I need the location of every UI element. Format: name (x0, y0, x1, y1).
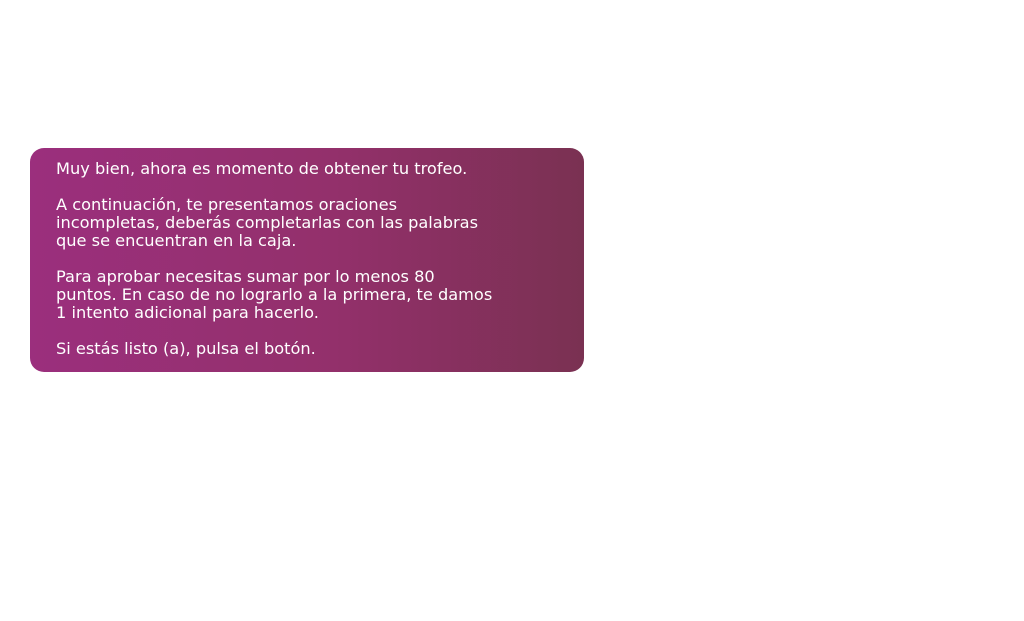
instructions-panel (30, 148, 584, 372)
passing-criteria-text: Para aprobar necesitas sumar por lo menos 80 puntos. En caso de no lograrlo a la primera, te damos 1 intento adicional para hacerlo. (56, 267, 493, 322)
intro-text: Muy bien, ahora es momento de obtener tu trofeo. (56, 159, 468, 178)
task-description-text: A continuación, te presentamos oraciones incompletas, deberás completarlas con las palabras que se encuentran en la caja. (56, 195, 478, 250)
start-prompt-text: Si estás listo (a), pulsa el botón. (56, 339, 316, 358)
